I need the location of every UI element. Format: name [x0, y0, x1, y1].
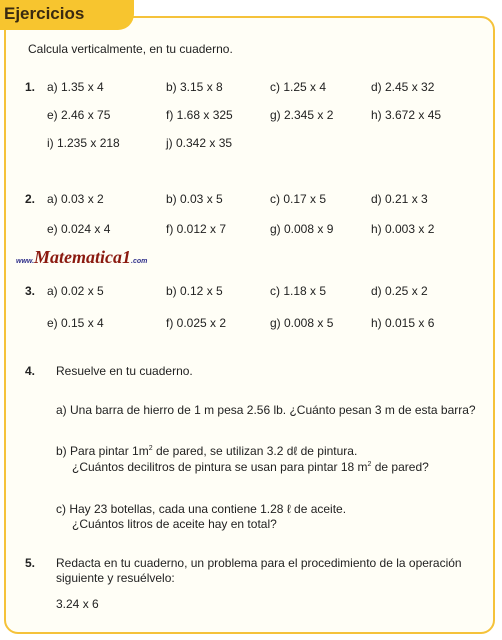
ex3-item: c) 1.18 x 5 [270, 284, 327, 298]
ex1-item: g) 2.345 x 2 [270, 108, 334, 122]
ex4-b2-post: de pared? [371, 460, 429, 474]
watermark-name: Matematica1 [34, 247, 132, 267]
ex1-item: f) 1.68 x 325 [166, 108, 233, 122]
ex2-item: b) 0.03 x 5 [166, 192, 223, 206]
ex4-b1-post: de pared, se utilizan 3.2 dℓ de pintura. [152, 444, 358, 458]
ex5-number: 5. [25, 556, 36, 570]
ex4-b1-pre: b) Para pintar 1m [56, 444, 149, 458]
ex2-number: 2. [25, 192, 36, 206]
ex4-b1-sup: 2 [148, 445, 153, 452]
header-tab [0, 0, 134, 30]
ex3-item: a) 0.02 x 5 [47, 284, 104, 298]
ex3-item: h) 0.015 x 6 [371, 316, 435, 330]
ex4-title: Resuelve en tu cuaderno. [56, 364, 193, 378]
ex4-problem-a: a) Una barra de hierro de 1 m pesa 2.56 lb. ¿Cuánto pesan 3 m de esta barra? [56, 403, 476, 417]
ex2-item: d) 0.21 x 3 [371, 192, 428, 206]
ex2-item: e) 0.024 x 4 [47, 222, 111, 236]
ex3-item: f) 0.025 x 2 [166, 316, 227, 330]
ex1-item: e) 2.46 x 75 [47, 108, 111, 122]
ex4-problem-c-line1: c) Hay 23 botellas, cada una contiene 1.28 ℓ de aceite. [56, 502, 347, 516]
ex4-number: 4. [25, 364, 36, 378]
instruction: Calcula verticalmente, en tu cuaderno. [28, 42, 233, 56]
ex1-number: 1. [25, 80, 36, 94]
watermark-prefix: www. [16, 258, 35, 265]
ex2-item: a) 0.03 x 2 [47, 192, 104, 206]
ex5-line1: Redacta en tu cuaderno, un problema para el procedimiento de la operación [56, 556, 462, 570]
ex2-item: f) 0.012 x 7 [166, 222, 227, 236]
ex4-problem-b-line1 [56, 444, 357, 458]
ex1-item: a) 1.35 x 4 [47, 80, 104, 94]
ex4-problem-c-line2: ¿Cuántos litros de aceite hay en total? [72, 517, 277, 531]
ex4-b2-sup: 2 [367, 461, 372, 468]
watermark-logo [16, 247, 147, 272]
ex3-item: e) 0.15 x 4 [47, 316, 104, 330]
ex1-item: d) 2.45 x 32 [371, 80, 435, 94]
ex1-item: b) 3.15 x 8 [166, 80, 223, 94]
ex5-operation: 3.24 x 6 [56, 597, 99, 611]
ex4-b2-pre: ¿Cuántos decilitros de pintura se usan para pintar 18 m [72, 460, 368, 474]
ex1-item: j) 0.342 x 35 [166, 136, 233, 150]
watermark-suffix: .com [131, 258, 148, 265]
ex1-item: c) 1.25 x 4 [270, 80, 327, 94]
ex5-line2: siguiente y resuélvelo: [56, 571, 175, 585]
ex2-item: h) 0.003 x 2 [371, 222, 435, 236]
ex3-item: b) 0.12 x 5 [166, 284, 223, 298]
ex3-number: 3. [25, 284, 36, 298]
header-title: Ejercicios [4, 4, 85, 23]
ex3-item: g) 0.008 x 5 [270, 316, 334, 330]
ex1-item: i) 1.235 x 218 [47, 136, 120, 150]
ex2-item: c) 0.17 x 5 [270, 192, 327, 206]
ex1-item: h) 3.672 x 45 [371, 108, 442, 122]
ex4-problem-b-line2 [72, 460, 429, 474]
ex3-item: d) 0.25 x 2 [371, 284, 428, 298]
ex2-item: g) 0.008 x 9 [270, 222, 334, 236]
